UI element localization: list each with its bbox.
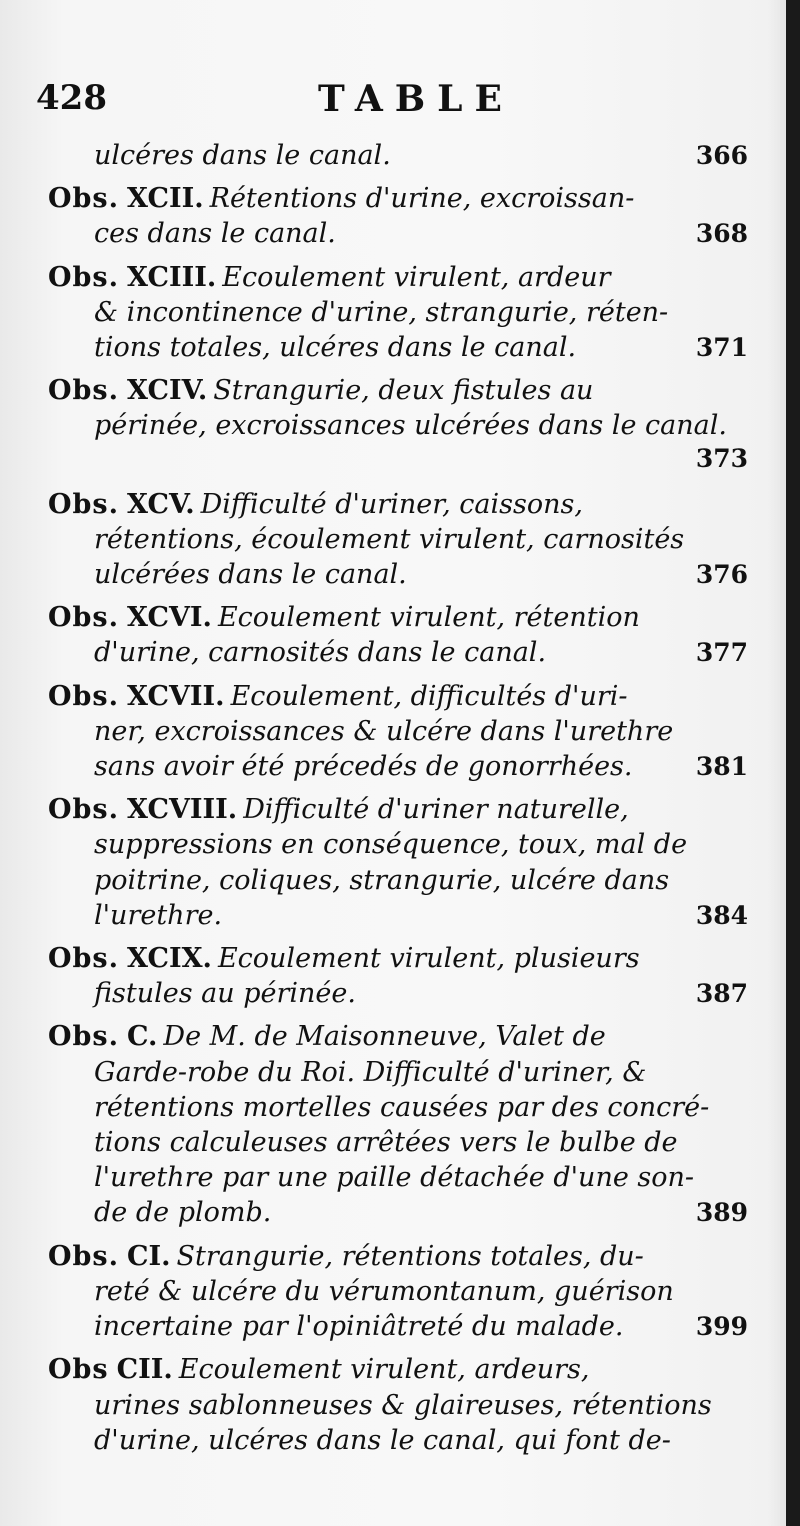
observation-label: Obs. [48,183,119,215]
toc-entry [48,260,748,366]
page-reference: 368 [695,219,748,249]
page-reference: 373 [695,443,748,473]
entry-line [48,373,748,408]
entry-line [48,408,748,443]
running-head [36,78,736,128]
toc-entry [48,1239,748,1345]
page-reference: 399 [695,1312,748,1342]
observation-number: CI. [127,1240,171,1272]
observation-label: Obs. [48,375,119,407]
entry-line [48,600,748,635]
toc-entry [48,679,748,785]
page-reference: 387 [695,979,748,1009]
entry-line [48,976,748,1011]
observation-number: XCIII. [127,261,217,293]
toc-entry [48,1019,748,1230]
entry-line [48,827,748,862]
observation-number: C. [127,1021,158,1053]
toc-entry [48,1352,748,1458]
toc-entry [48,373,748,478]
entry-line [48,138,748,173]
observation-number: XCVIII. [127,794,238,826]
page-reference: 381 [695,752,748,782]
entry-line [48,792,748,827]
toc-entry [48,487,748,593]
entry-line [48,679,748,714]
entry-text: incertaine par l'opiniâtreté du malade. [94,1311,624,1343]
entry-text: & incontinence d'urine, strangurie, réten- [94,296,669,328]
entry-text: rétentions, écoulement virulent, carnosités [94,523,685,555]
entry-text: l'urethre par une paille détachée d'une son- [94,1162,695,1194]
entry-line [48,181,748,216]
entry-line [48,444,748,479]
entry-text: Strangurie, rétentions totales, du- [176,1240,644,1272]
entry-text: périnée, excroissances ulcérées dans le canal. [94,410,727,442]
entry-line [48,330,748,365]
observation-label: Obs. [48,488,119,520]
entry-line [48,1125,748,1160]
observation-label: Obs. [48,602,119,634]
entry-text: ner, excroissances & ulcére dans l'urethre [94,715,674,747]
entry-text: l'urethre. [94,899,223,931]
entry-text: Ecoulement virulent, rétention [217,602,640,634]
observation-label: Obs. [48,680,119,712]
observation-label: Obs. [48,794,119,826]
page-reference: 384 [695,900,748,930]
entry-text: poitrine, coliques, strangurie, ulcére dans [94,864,670,896]
table-of-contents [48,138,748,1466]
page-reference: 376 [695,560,748,590]
entry-line [48,487,748,522]
entry-line [48,1352,748,1387]
entry-line [48,1195,748,1230]
entry-line [48,557,748,592]
entry-text: rétentions mortelles causées par des concré- [94,1091,710,1123]
observation-number: XCIX. [127,943,212,975]
toc-entry [48,138,748,173]
entry-text: reté & ulcére du vérumontanum, guérison [94,1275,674,1307]
observation-number: XCIV. [127,375,208,407]
entry-line [48,260,748,295]
entry-line [48,295,748,330]
entry-text: d'urine, ulcéres dans le canal, qui font de- [94,1424,671,1456]
entry-text: ulcéres dans le canal. [94,140,391,171]
entry-text: sans avoir été précedés de gonorrhées. [94,751,633,783]
entry-text: Ecoulement virulent, ardeur [222,261,611,293]
entry-line [48,1274,748,1309]
entry-line [48,1388,748,1423]
entry-line [48,898,748,933]
entry-text: urines sablonneuses & glaireuses, rétentions [94,1389,712,1421]
observation-number: XCVII. [127,680,225,712]
observation-number: XCV. [127,488,195,520]
entry-text: Difficulté d'uriner, caissons, [200,488,583,520]
page-edge-shadow [786,0,800,1526]
entry-text: Strangurie, deux fistules au [213,375,594,407]
observation-label: Obs. [48,1240,119,1272]
observation-number: XCII. [127,183,204,215]
page-reference: 371 [695,333,748,363]
page-number: 428 [36,78,107,118]
entry-text: fistules au périnée. [94,978,356,1010]
entry-line [48,1423,748,1458]
entry-line [48,1090,748,1125]
page-reference: 366 [695,141,748,170]
observation-label: Obs. [48,943,119,975]
entry-text: Garde-robe du Roi. Difficulté d'uriner, & [94,1056,647,1088]
entry-text: Ecoulement virulent, ardeurs, [178,1354,590,1386]
entry-text: Ecoulement, difficultés d'uri- [230,680,628,712]
entry-line [48,1055,748,1090]
entry-line [48,1160,748,1195]
entry-line [48,1239,748,1274]
observation-number: CII. [116,1354,173,1386]
observation-label: Obs. [48,1021,119,1053]
toc-entry [48,181,748,251]
observation-label: Obs [48,1354,109,1386]
entry-text: d'urine, carnosités dans le canal. [94,637,547,669]
entry-text: Ecoulement virulent, plusieurs [217,943,640,975]
entry-text: de de plomb. [94,1197,272,1229]
entry-text: ulcérées dans le canal. [94,559,407,591]
entry-text: Rétentions d'urine, excroissan- [209,183,635,215]
entry-line [48,941,748,976]
entry-line [48,863,748,898]
entry-text: De M. de Maisonneuve, Valet de [163,1021,606,1053]
entry-line [48,635,748,670]
entry-text: Difficulté d'uriner naturelle, [243,794,629,826]
entry-line [48,1309,748,1344]
page-title: TABLE [318,78,514,120]
observation-number: XCVI. [127,602,212,634]
entry-text: ces dans le canal. [94,218,336,250]
page-reference: 389 [695,1198,748,1228]
toc-entry [48,600,748,670]
entry-text: tions calculeuses arrêtées vers le bulbe de [94,1127,678,1159]
entry-line [48,714,748,749]
page-reference: 377 [695,638,748,668]
entry-text: suppressions en conséquence, toux, mal de [94,829,688,861]
entry-line [48,749,748,784]
toc-entry [48,941,748,1011]
entry-line [48,216,748,251]
toc-entry [48,792,748,933]
entry-text: tions totales, ulcéres dans le canal. [94,332,577,364]
observation-label: Obs. [48,261,119,293]
entry-line [48,1019,748,1054]
entry-line [48,522,748,557]
